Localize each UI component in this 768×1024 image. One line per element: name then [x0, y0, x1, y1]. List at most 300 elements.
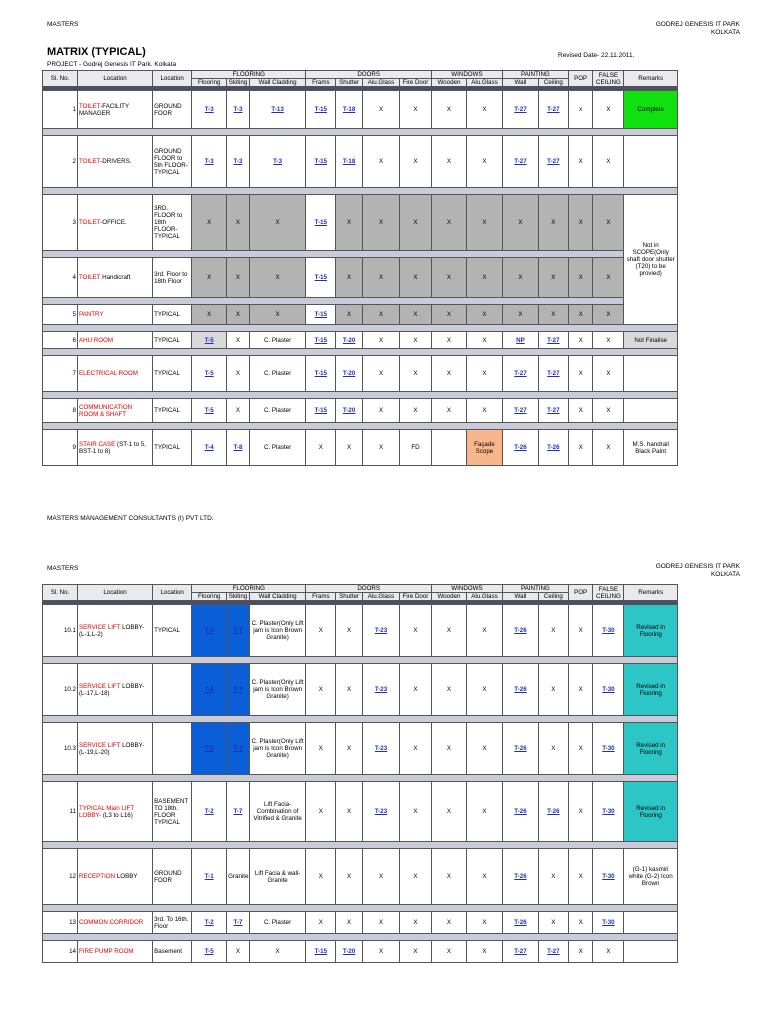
location-2-cell: TYPICAL [153, 305, 192, 325]
matrix-cell: X [538, 605, 568, 657]
matrix-cell [227, 723, 250, 775]
spec-link[interactable]: T-5 [204, 336, 214, 344]
matrix-cell: X [568, 195, 593, 251]
col-group-flooring: FLOORING [192, 585, 306, 593]
location-cell [77, 332, 152, 349]
matrix-cell: X [568, 912, 593, 934]
spec-link[interactable]: T-2 [204, 686, 214, 693]
col-false-ceiling: FALSE CEILING [593, 71, 624, 87]
matrix-cell: X [363, 430, 400, 466]
spec-link[interactable]: T-3 [204, 106, 214, 113]
spec-link[interactable]: T-20 [342, 336, 356, 344]
matrix-cell: X [568, 305, 593, 325]
matrix-cell [192, 723, 227, 775]
table-row [43, 136, 678, 188]
spec-link[interactable]: T-23 [374, 745, 388, 752]
header-right-line1: GODREJ GENESIS IT PARK [655, 21, 740, 28]
matrix-cell [502, 332, 538, 349]
matrix-cell: X [400, 912, 432, 934]
matrix-cell: X [568, 332, 593, 349]
matrix-cell [538, 430, 568, 466]
location-name: SERVICE LIFT [78, 741, 121, 749]
matrix-cell [306, 941, 336, 963]
location-cell [77, 430, 152, 466]
spec-link[interactable]: T-26 [514, 808, 527, 815]
spec-link[interactable]: T-15 [314, 370, 328, 377]
sub-col-1: Skiting [227, 593, 250, 601]
spec-link[interactable]: T-8 [233, 444, 243, 451]
spec-link[interactable]: T-26 [547, 808, 560, 815]
spec-link[interactable]: T-20 [342, 407, 356, 414]
footer-company: MASTERS MANAGEMENT CONSULTANTS (I) PVT LTD. [47, 515, 214, 522]
matrix-cell: X [192, 305, 227, 325]
matrix-cell: X [431, 941, 466, 963]
sub-col-7: Wooden [431, 593, 466, 601]
spec-link[interactable]: T-15 [314, 274, 328, 281]
spec-link[interactable]: T-7 [233, 919, 243, 926]
matrix-cell: X [466, 136, 502, 188]
spec-link[interactable]: T-15 [314, 311, 328, 318]
spec-link[interactable]: T-15 [314, 219, 328, 226]
col-location-2: Location [153, 71, 192, 87]
matrix-cell [227, 430, 250, 466]
remarks-cell [624, 136, 678, 188]
spec-link[interactable]: T-2 [204, 808, 214, 815]
matrix-cell [502, 91, 538, 129]
spec-link[interactable]: T-27 [514, 158, 527, 165]
table-row [43, 605, 678, 657]
spec-link[interactable]: T-27 [514, 948, 527, 955]
matrix-cell: Façade Scope [466, 430, 502, 466]
separator-row [43, 298, 678, 305]
matrix-cell: X [466, 195, 502, 251]
spec-link[interactable]: T-3 [273, 158, 283, 165]
matrix-cell: X [568, 723, 593, 775]
matrix-cell: X [466, 723, 502, 775]
matrix-cell: X [400, 91, 432, 129]
location-2-cell: TYPICAL [153, 332, 192, 349]
matrix-cell [227, 782, 250, 842]
matrix-cell: C. Plaster(Only Lift jam is Icon Brown Granite) [249, 723, 306, 775]
separator-row [43, 349, 678, 356]
spec-link[interactable]: T-26 [547, 444, 560, 451]
sub-col-6: Fire Door [400, 593, 432, 601]
spec-link[interactable]: T-1 [204, 627, 214, 634]
spec-link[interactable]: T-15 [314, 407, 328, 414]
location-cell [77, 195, 152, 251]
sub-col-0: Flooring [192, 593, 227, 601]
matrix-cell [538, 941, 568, 963]
matrix-cell: X [593, 941, 624, 963]
location-name: TOILET [78, 158, 101, 165]
location-cell [77, 664, 152, 716]
location-detail: LOBBY-(L-19,L-20) [78, 741, 145, 756]
table-row [43, 430, 678, 466]
location-detail: LOBBY-(L-17,L-18) [78, 682, 145, 697]
col-remarks: Remarks [624, 585, 678, 601]
matrix-cell: X [538, 723, 568, 775]
spec-link[interactable]: T-26 [514, 919, 527, 926]
matrix-cell: X [336, 305, 363, 325]
col-group-windows: WINDOWS [431, 71, 502, 79]
location-detail: LOBBY [115, 873, 138, 880]
matrix-cell: C. Plaster [249, 399, 306, 423]
location-cell [77, 258, 152, 298]
matrix-cell [306, 305, 336, 325]
separator-row [43, 188, 678, 195]
table-1-header [43, 71, 678, 87]
spec-link[interactable]: T-5 [204, 407, 214, 414]
matrix-cell: X [249, 258, 306, 298]
table-row [43, 664, 678, 716]
matrix-cell: FD [400, 430, 432, 466]
spec-link[interactable]: T-7 [233, 808, 243, 815]
sl-no-cell: 5 [43, 305, 78, 325]
matrix-cell: X [336, 605, 363, 657]
matrix-cell [593, 723, 624, 775]
sl-no-cell: 4 [43, 258, 78, 298]
matrix-cell: X [363, 332, 400, 349]
separator-row [43, 905, 678, 912]
col-group-painting: PAINTING [502, 71, 568, 79]
spec-link[interactable]: T-27 [514, 370, 527, 377]
matrix-cell: Lift Facia & wall-Granite [249, 849, 306, 905]
sub-col-4: Shutter [336, 79, 363, 87]
sub-col-3: Frams [306, 79, 336, 87]
separator-row [43, 775, 678, 782]
matrix-cell: X [593, 195, 624, 251]
matrix-cell: X [227, 258, 250, 298]
matrix-cell: X [568, 605, 593, 657]
matrix-cell: X [466, 941, 502, 963]
matrix-cell: X [502, 195, 538, 251]
table-row [43, 941, 678, 963]
sub-col-10: Ceiling [538, 79, 568, 87]
sl-no-cell: 3 [43, 195, 78, 251]
spec-link[interactable]: T-23 [374, 808, 388, 815]
matrix-cell: X [400, 605, 432, 657]
matrix-cell: X [593, 332, 624, 349]
matrix-cell: X [466, 912, 502, 934]
matrix-cell: X [227, 195, 250, 251]
spec-link[interactable]: T-7 [233, 686, 243, 693]
spec-link[interactable]: T-27 [547, 158, 560, 165]
sub-col-5: Alu.Glass [363, 593, 400, 601]
table-row [43, 332, 678, 349]
location-name: TOILET [78, 219, 101, 226]
matrix-cell: X [466, 782, 502, 842]
matrix-cell [593, 664, 624, 716]
spec-link[interactable]: T-5 [204, 370, 214, 377]
location-2-cell: 3RD. FLOOR to 18th FLOOR-TYPICAL [153, 195, 192, 251]
matrix-cell: X [568, 782, 593, 842]
matrix-cell: X [538, 664, 568, 716]
col-group-painting: PAINTING [502, 585, 568, 593]
remarks-cell: Not Finalise [624, 332, 678, 349]
spec-link[interactable]: T-26 [514, 745, 527, 752]
matrix-cell: X [363, 941, 400, 963]
spec-link[interactable]: T-30 [602, 627, 615, 634]
spec-link[interactable]: T-15 [314, 106, 328, 113]
matrix-cell [306, 332, 336, 349]
location-name: RECEPTION [78, 873, 116, 880]
matrix-cell: X [431, 258, 466, 298]
location-2-cell: 3rd. Floor to 18th Floor [153, 258, 192, 298]
table-row [43, 723, 678, 775]
project-name: PROJECT - Godrej Genesis IT Park. Kolkata [47, 61, 177, 68]
location-cell [77, 912, 152, 934]
location-2-cell: TYPICAL [153, 356, 192, 392]
matrix-cell: X [336, 912, 363, 934]
matrix-cell: X [336, 782, 363, 842]
matrix-cell [502, 664, 538, 716]
table-2-header [43, 585, 678, 601]
header-right-line2: KOLKATA [710, 28, 740, 36]
matrix-cell: X [593, 136, 624, 188]
location-2-cell: GROUND FLOOR to 5th FLOOR-TYPICAL [153, 136, 192, 188]
spec-link[interactable]: T-27 [514, 106, 527, 113]
matrix-cell [538, 332, 568, 349]
spec-link[interactable]: T-26 [514, 873, 527, 880]
matrix-cell: X [538, 258, 568, 298]
matrix-cell [502, 430, 538, 466]
spec-link[interactable]: T-2 [204, 919, 214, 926]
spec-link[interactable]: T-5 [204, 948, 214, 955]
location-cell [77, 91, 152, 129]
matrix-cell: X [431, 723, 466, 775]
sl-no-cell: 1 [43, 91, 78, 129]
spec-link[interactable]: T-3 [233, 106, 243, 113]
matrix-cell: X [400, 782, 432, 842]
table-1-body [43, 87, 678, 466]
location-name: AHU ROOM [78, 336, 114, 344]
matrix-cell [192, 136, 227, 188]
location-name: TOILET [78, 102, 101, 110]
matrix-cell: X [466, 305, 502, 325]
matrix-cell [502, 605, 538, 657]
matrix-cell: X [466, 356, 502, 392]
spec-link[interactable]: T-30 [602, 745, 615, 752]
matrix-cell [192, 912, 227, 934]
sub-col-2: Wall Cladding [249, 79, 306, 87]
matrix-cell [192, 941, 227, 963]
matrix-cell: X [568, 356, 593, 392]
remarks-cell [624, 399, 678, 423]
location-detail: Handicraft [100, 274, 131, 281]
sub-col-9: Wall [502, 593, 538, 601]
matrix-cell: X [336, 664, 363, 716]
matrix-cell: X [363, 399, 400, 423]
table-row [43, 782, 678, 842]
matrix-cell [306, 356, 336, 392]
location-name: STAIR CASE [78, 440, 116, 448]
sub-col-1: Skiting [227, 79, 250, 87]
matrix-cell: C. Plaster [249, 430, 306, 466]
sl-no-cell: 10.3 [43, 723, 78, 775]
location-2-cell: GROUND FOOR [153, 91, 192, 129]
matrix-cell: X [502, 258, 538, 298]
matrix-cell: X [336, 195, 363, 251]
matrix-cell: X [431, 195, 466, 251]
sl-no-cell: 2 [43, 136, 78, 188]
matrix-cell [306, 399, 336, 423]
matrix-cell [363, 723, 400, 775]
location-name: SERVICE LIFT [78, 623, 121, 631]
col-pop: POP [568, 71, 593, 87]
matrix-cell [249, 136, 306, 188]
page2-header-right [540, 563, 740, 578]
matrix-cell: X [568, 664, 593, 716]
col-pop: POP [568, 585, 593, 601]
location-detail: -OFFICE. [100, 219, 127, 226]
matrix-cell: X [400, 356, 432, 392]
spec-link[interactable]: T-27 [547, 106, 560, 113]
sl-no-cell: 9 [43, 430, 78, 466]
matrix-cell: X [249, 305, 306, 325]
matrix-cell: x [568, 91, 593, 129]
separator-row [43, 325, 678, 332]
separator-row [43, 129, 678, 136]
matrix-cell: X [363, 849, 400, 905]
spec-link[interactable]: T-30 [602, 873, 615, 880]
table-row [43, 91, 678, 129]
location-name: FIRE PUMP ROOM [78, 948, 134, 955]
matrix-cell [306, 195, 336, 251]
matrix-cell: X [400, 849, 432, 905]
matrix-cell: X [227, 941, 250, 963]
spec-link[interactable]: T-4 [204, 444, 214, 451]
spec-link[interactable]: NP [516, 336, 525, 344]
sl-no-cell: 12 [43, 849, 78, 905]
matrix-cell [336, 399, 363, 423]
matrix-cell [336, 332, 363, 349]
matrix-cell [192, 91, 227, 129]
table-row [43, 399, 678, 423]
spec-link[interactable]: T-13 [271, 106, 284, 113]
spec-link[interactable]: T-7 [233, 627, 243, 634]
matrix-cell: C. Plaster [249, 356, 306, 392]
matrix-cell [227, 912, 250, 934]
spec-link[interactable]: T-20 [342, 948, 356, 955]
separator-row [43, 423, 678, 430]
sub-col-0: Flooring [192, 79, 227, 87]
matrix-cell: X [431, 782, 466, 842]
separator-row [43, 934, 678, 941]
spec-link[interactable]: T-23 [374, 686, 388, 693]
matrix-cell: X [431, 91, 466, 129]
separator-row [43, 392, 678, 399]
matrix-cell: X [363, 305, 400, 325]
matrix-cell: X [431, 136, 466, 188]
spec-link[interactable]: T-26 [514, 686, 527, 693]
matrix-cell: X [227, 305, 250, 325]
spec-link[interactable]: T-27 [547, 370, 560, 377]
spec-link[interactable]: T-18 [342, 158, 356, 165]
matrix-cell: X [466, 258, 502, 298]
matrix-cell [431, 430, 466, 466]
location-detail: LOBBY-(L-1,L-2) [78, 623, 145, 638]
sl-no-cell: 11 [43, 782, 78, 842]
matrix-cell: X [593, 91, 624, 129]
matrix-cell: X [466, 332, 502, 349]
spec-link[interactable]: T-30 [602, 919, 615, 926]
matrix-cell [192, 605, 227, 657]
remarks-cell: Revised in Flooring [624, 782, 678, 842]
spec-link[interactable]: T-3 [233, 158, 243, 165]
spec-link[interactable]: T-27 [547, 407, 560, 414]
location-2-cell: 3rd. To 16th. Floor [153, 912, 192, 934]
spec-link[interactable]: T-2 [204, 745, 214, 752]
sub-col-2: Wall Cladding [249, 593, 306, 601]
spec-link[interactable]: T-7 [233, 745, 243, 752]
spec-link[interactable]: T-15 [314, 158, 328, 165]
location-cell [77, 941, 152, 963]
remarks-cell: Revised in Flooring [624, 664, 678, 716]
matrix-cell [593, 849, 624, 905]
spec-link[interactable]: T-3 [204, 158, 214, 165]
spec-link[interactable]: T-20 [342, 370, 356, 377]
matrix-cell: X [568, 136, 593, 188]
matrix-cell [192, 430, 227, 466]
location-2-cell: Basement [153, 941, 192, 963]
remarks-cell: M.S. handrail Black Paint [624, 430, 678, 466]
spec-link[interactable]: T-26 [514, 627, 527, 634]
matrix-cell: X [306, 782, 336, 842]
sl-no-cell: 7 [43, 356, 78, 392]
col-group-flooring: FLOORING [192, 71, 306, 79]
table-row [43, 849, 678, 905]
matrix-cell: X [502, 305, 538, 325]
spec-link[interactable]: T-27 [514, 407, 527, 414]
sub-col-7: Wooden [431, 79, 466, 87]
matrix-cell: X [431, 912, 466, 934]
header-left: MASTERS [47, 21, 79, 28]
spec-link[interactable]: T-1 [204, 873, 214, 880]
spec-link[interactable]: T-23 [374, 627, 388, 634]
location-cell [77, 723, 152, 775]
matrix-cell: X [400, 305, 432, 325]
matrix-cell: X [593, 258, 624, 298]
sl-no-cell: 13 [43, 912, 78, 934]
location-detail: -FACILITY MANAGER [78, 102, 129, 117]
col-location-2: Location [153, 585, 192, 601]
matrix-cell: X [400, 136, 432, 188]
spec-link[interactable]: T-18 [342, 106, 356, 113]
spec-link[interactable]: T-26 [514, 444, 527, 451]
matrix-cell: X [431, 849, 466, 905]
spec-link[interactable]: T-15 [314, 948, 328, 955]
sl-no-cell: 6 [43, 332, 78, 349]
table-row [43, 356, 678, 392]
matrix-cell [192, 332, 227, 349]
col-group-doors: DOORS [306, 71, 432, 79]
spec-link[interactable]: T-27 [547, 948, 560, 955]
matrix-cell: X [306, 430, 336, 466]
matrix-cell: X [431, 305, 466, 325]
spec-link[interactable]: T-30 [602, 808, 615, 815]
page-title: MATRIX (TYPICAL) [47, 46, 146, 58]
separator-row [43, 657, 678, 664]
matrix-cell: X [400, 399, 432, 423]
spec-link[interactable]: T-15 [314, 336, 328, 344]
matrix-cell: X [568, 941, 593, 963]
table-row [43, 305, 678, 325]
matrix-cell [227, 605, 250, 657]
location-cell [77, 399, 152, 423]
spec-link[interactable]: T-30 [602, 686, 615, 693]
spec-link[interactable]: T-27 [547, 336, 560, 344]
matrix-cell: X [431, 332, 466, 349]
